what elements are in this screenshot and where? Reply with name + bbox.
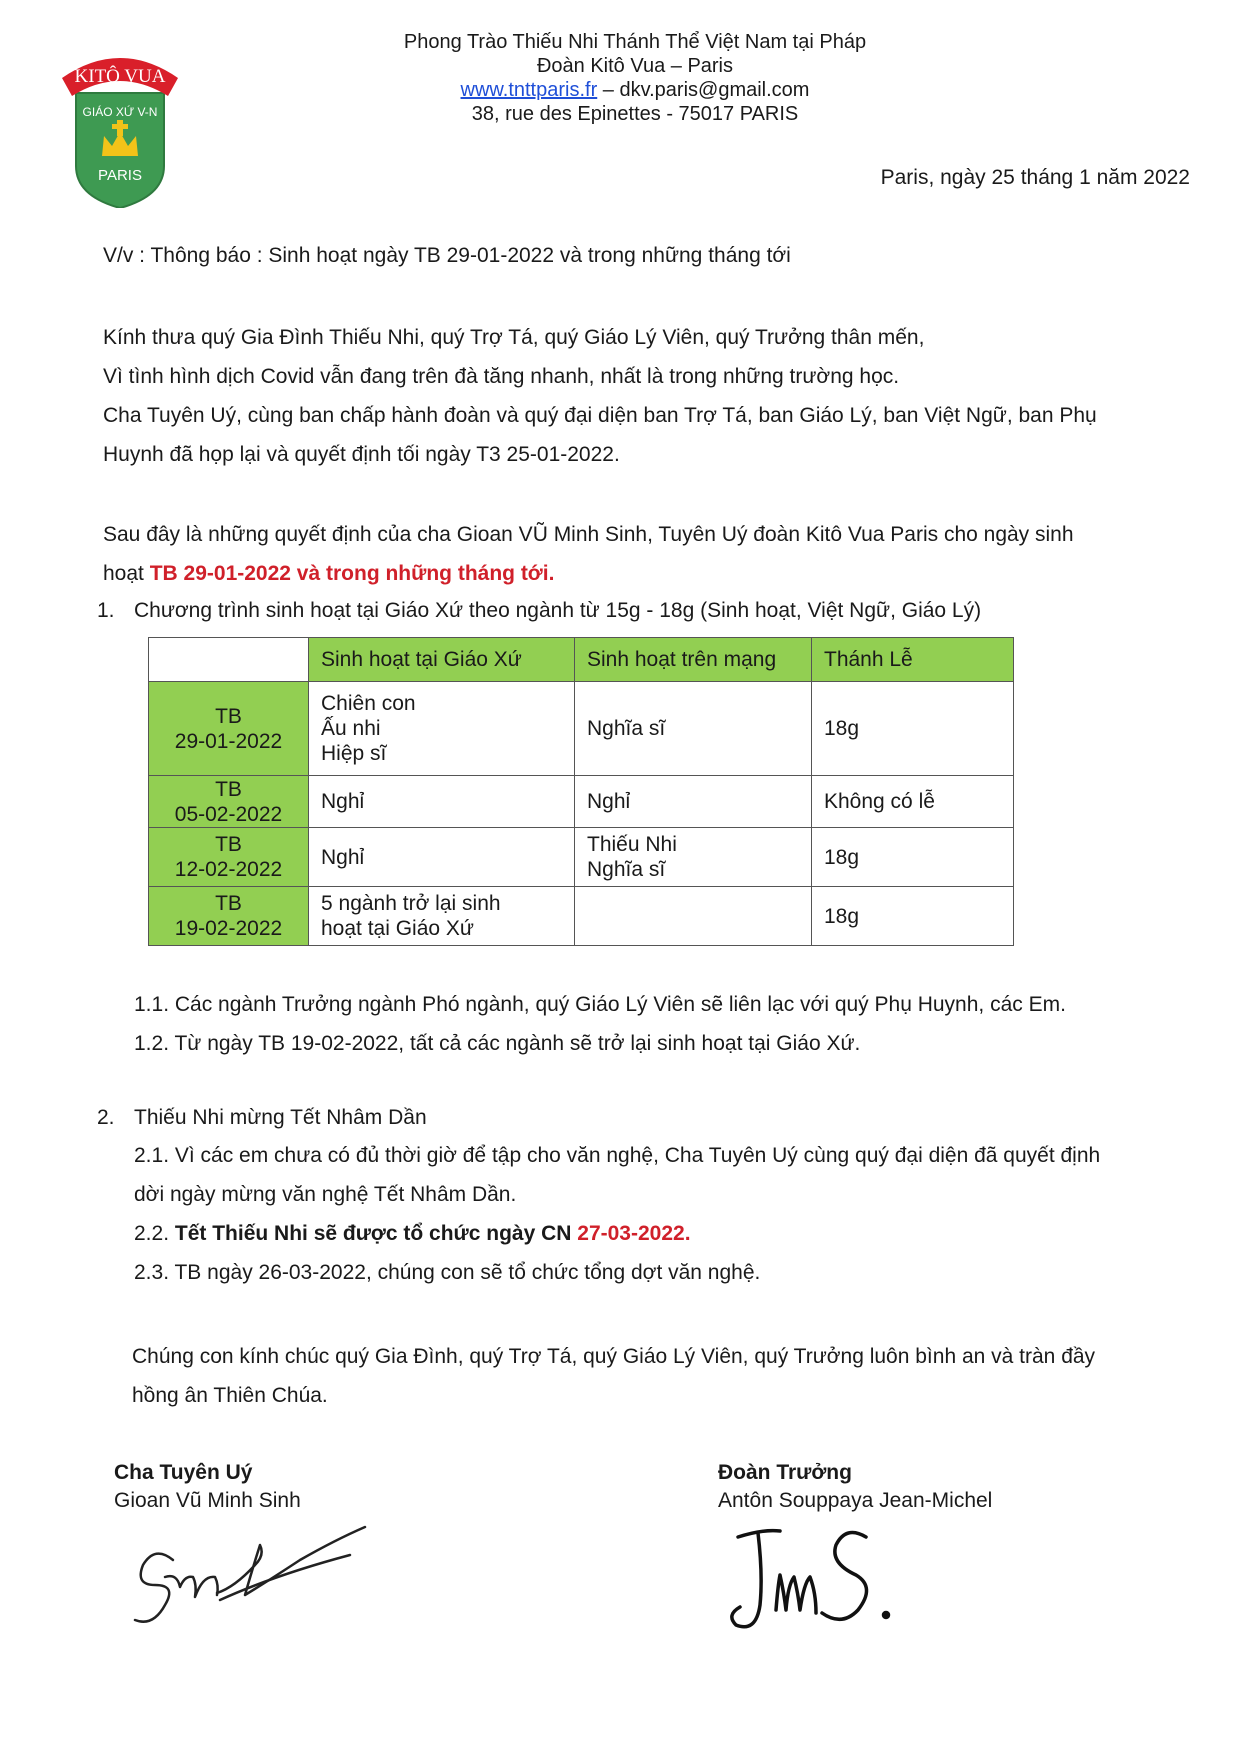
date-line: Paris, ngày 25 tháng 1 năm 2022	[880, 166, 1190, 189]
signer-right-title: Đoàn Trưởng	[718, 1461, 852, 1484]
intro-line: Vì tình hình dịch Covid vẫn đang trên đà tăng nhanh, nhất là trong những trường học.	[103, 365, 900, 388]
group-label: Ấu nhi	[321, 717, 381, 740]
parish-cell	[309, 776, 575, 828]
subitem-line: dời ngày mừng văn nghệ Tết Nhâm Dần.	[134, 1183, 517, 1206]
mass-cell: 18g	[812, 828, 1014, 887]
signer-right-name: Antôn Souppaya Jean-Michel	[718, 1489, 993, 1512]
date-label: TB	[215, 777, 242, 801]
signature-right-icon	[718, 1515, 908, 1640]
item1-number: 1.	[97, 599, 115, 622]
item2-subitems	[134, 1136, 1100, 1292]
website-link[interactable]: www.tnttparis.fr	[460, 79, 598, 101]
subject-line: V/v : Thông báo : Sinh hoạt ngày TB 29-01-2022 và trong những tháng tới	[103, 244, 791, 267]
decision-paragraph	[103, 515, 1074, 593]
decision-prefix: hoạt	[103, 562, 150, 585]
group-label: Nghỉ	[321, 845, 365, 869]
decision-line	[103, 554, 1074, 593]
group-label: Nghĩa sĩ	[587, 858, 666, 881]
online-cell	[575, 828, 812, 887]
letterhead	[330, 30, 940, 126]
table-row	[149, 887, 1014, 946]
intro-line: Huynh đã họp lại và quyết định tối ngày T3 25-01-2022.	[103, 443, 620, 466]
mass-cell: Không có lễ	[812, 776, 1014, 828]
logo-banner-text: KITÔ VUA	[74, 66, 166, 87]
table-row	[149, 828, 1014, 887]
signature-left-icon	[125, 1515, 375, 1640]
subitem-line	[134, 1214, 1100, 1253]
mass-cell: 18g	[812, 682, 1014, 776]
group-label: Nghĩa sĩ	[587, 717, 666, 740]
schedule-table	[148, 637, 1014, 946]
date-value: 29-01-2022	[174, 729, 283, 753]
item1-subitems	[134, 985, 1066, 1063]
table-header-cell: Sinh hoạt tại Giáo Xứ	[309, 638, 575, 682]
group-label: 5 ngành trở lại sinh	[321, 892, 501, 915]
date-cell	[149, 682, 309, 776]
item2-text: Thiếu Nhi mừng Tết Nhâm Dần	[134, 1106, 427, 1129]
group-label: Nghỉ	[587, 790, 631, 813]
date-cell	[149, 828, 309, 887]
group-name: Đoàn Kitô Vua – Paris	[536, 55, 734, 77]
date-cell	[149, 776, 309, 828]
table-row	[149, 776, 1014, 828]
closing-paragraph	[132, 1337, 1095, 1415]
intro-paragraph	[103, 318, 1097, 474]
group-label: Thiếu Nhi	[587, 833, 677, 856]
contact-line	[330, 78, 940, 102]
parish-cell	[309, 682, 575, 776]
group-label: Hiệp sĩ	[321, 742, 387, 765]
closing-line: Chúng con kính chúc quý Gia Đình, quý Trợ Tá, quý Giáo Lý Viên, quý Trưởng luôn bình an và tràn đầy	[132, 1345, 1096, 1368]
date-value: 12-02-2022	[174, 858, 283, 881]
parish-logo	[60, 48, 180, 208]
group-label: hoạt tại Giáo Xứ	[321, 917, 474, 940]
item2-number: 2.	[97, 1106, 115, 1129]
date-label: TB	[215, 833, 242, 856]
subitem-bold: Tết Thiếu Nhi sẽ được tổ chức ngày CN	[174, 1222, 578, 1245]
subitem-date: 27-03-2022.	[577, 1222, 691, 1245]
group-label: Chiên con	[321, 692, 416, 715]
table-header-cell: Sinh hoạt trên mạng	[575, 638, 812, 682]
signer-left-name: Gioan Vũ Minh Sinh	[114, 1489, 301, 1512]
date-cell	[149, 887, 309, 946]
online-cell	[575, 776, 812, 828]
subitem-line: 2.1. Vì các em chưa có đủ thời giờ để tập cho văn nghệ, Cha Tuyên Uý cùng quý đại diện đã quyết định	[134, 1144, 1101, 1167]
online-cell	[575, 887, 812, 946]
email-text: – dkv.paris@gmail.com	[597, 79, 810, 101]
table-row	[149, 682, 1014, 776]
subitem-line: 1.1. Các ngành Trưởng ngành Phó ngành, quý Giáo Lý Viên sẽ liên lạc với quý Phụ Huynh, các Em.	[134, 993, 1066, 1016]
logo-city-text: PARIS	[98, 167, 142, 184]
date-label: TB	[215, 704, 242, 728]
table-header-cell	[149, 638, 309, 682]
signer-left-title: Cha Tuyên Uý	[114, 1461, 253, 1484]
address-line: 38, rue des Epinettes - 75017 PARIS	[471, 103, 799, 125]
closing-line: hồng ân Thiên Chúa.	[132, 1384, 328, 1407]
intro-line: Kính thưa quý Gia Đình Thiếu Nhi, quý Trợ Tá, quý Giáo Lý Viên, quý Trưởng thân mến,	[103, 326, 925, 349]
parish-cell	[309, 828, 575, 887]
subitem-prefix: 2.2.	[134, 1222, 175, 1245]
date-value: 05-02-2022	[174, 802, 283, 826]
date-value: 19-02-2022	[174, 917, 283, 940]
parish-cell	[309, 887, 575, 946]
decision-line: Sau đây là những quyết định của cha Gioan VŨ Minh Sinh, Tuyên Uý đoàn Kitô Vua Paris cho ngày sinh	[103, 523, 1074, 546]
intro-line: Cha Tuyên Uý, cùng ban chấp hành đoàn và quý đại diện ban Trợ Tá, ban Giáo Lý, ban Việt Ngữ, ban Phụ	[103, 404, 1097, 427]
group-label: Nghỉ	[321, 790, 365, 813]
decision-highlight: TB 29-01-2022 và trong những tháng tới.	[149, 562, 555, 585]
mass-cell: 18g	[812, 887, 1014, 946]
online-cell	[575, 682, 812, 776]
subitem-line: 2.3. TB ngày 26-03-2022, chúng con sẽ tổ chức tổng dợt văn nghệ.	[134, 1261, 761, 1284]
date-label: TB	[215, 892, 242, 915]
table-header-row	[149, 638, 1014, 682]
logo-parish-text: GIÁO XỨ V-N	[82, 105, 158, 119]
movement-name: Phong Trào Thiếu Nhi Thánh Thể Việt Nam tại Pháp	[403, 31, 867, 53]
subitem-line: 1.2. Từ ngày TB 19-02-2022, tất cả các ngành sẽ trở lại sinh hoạt tại Giáo Xứ.	[134, 1032, 861, 1055]
item1-text: Chương trình sinh hoạt tại Giáo Xứ theo ngành từ 15g - 18g (Sinh hoạt, Việt Ngữ, Giáo Lý)	[134, 599, 982, 622]
table-header-cell: Thánh Lễ	[812, 638, 1014, 682]
